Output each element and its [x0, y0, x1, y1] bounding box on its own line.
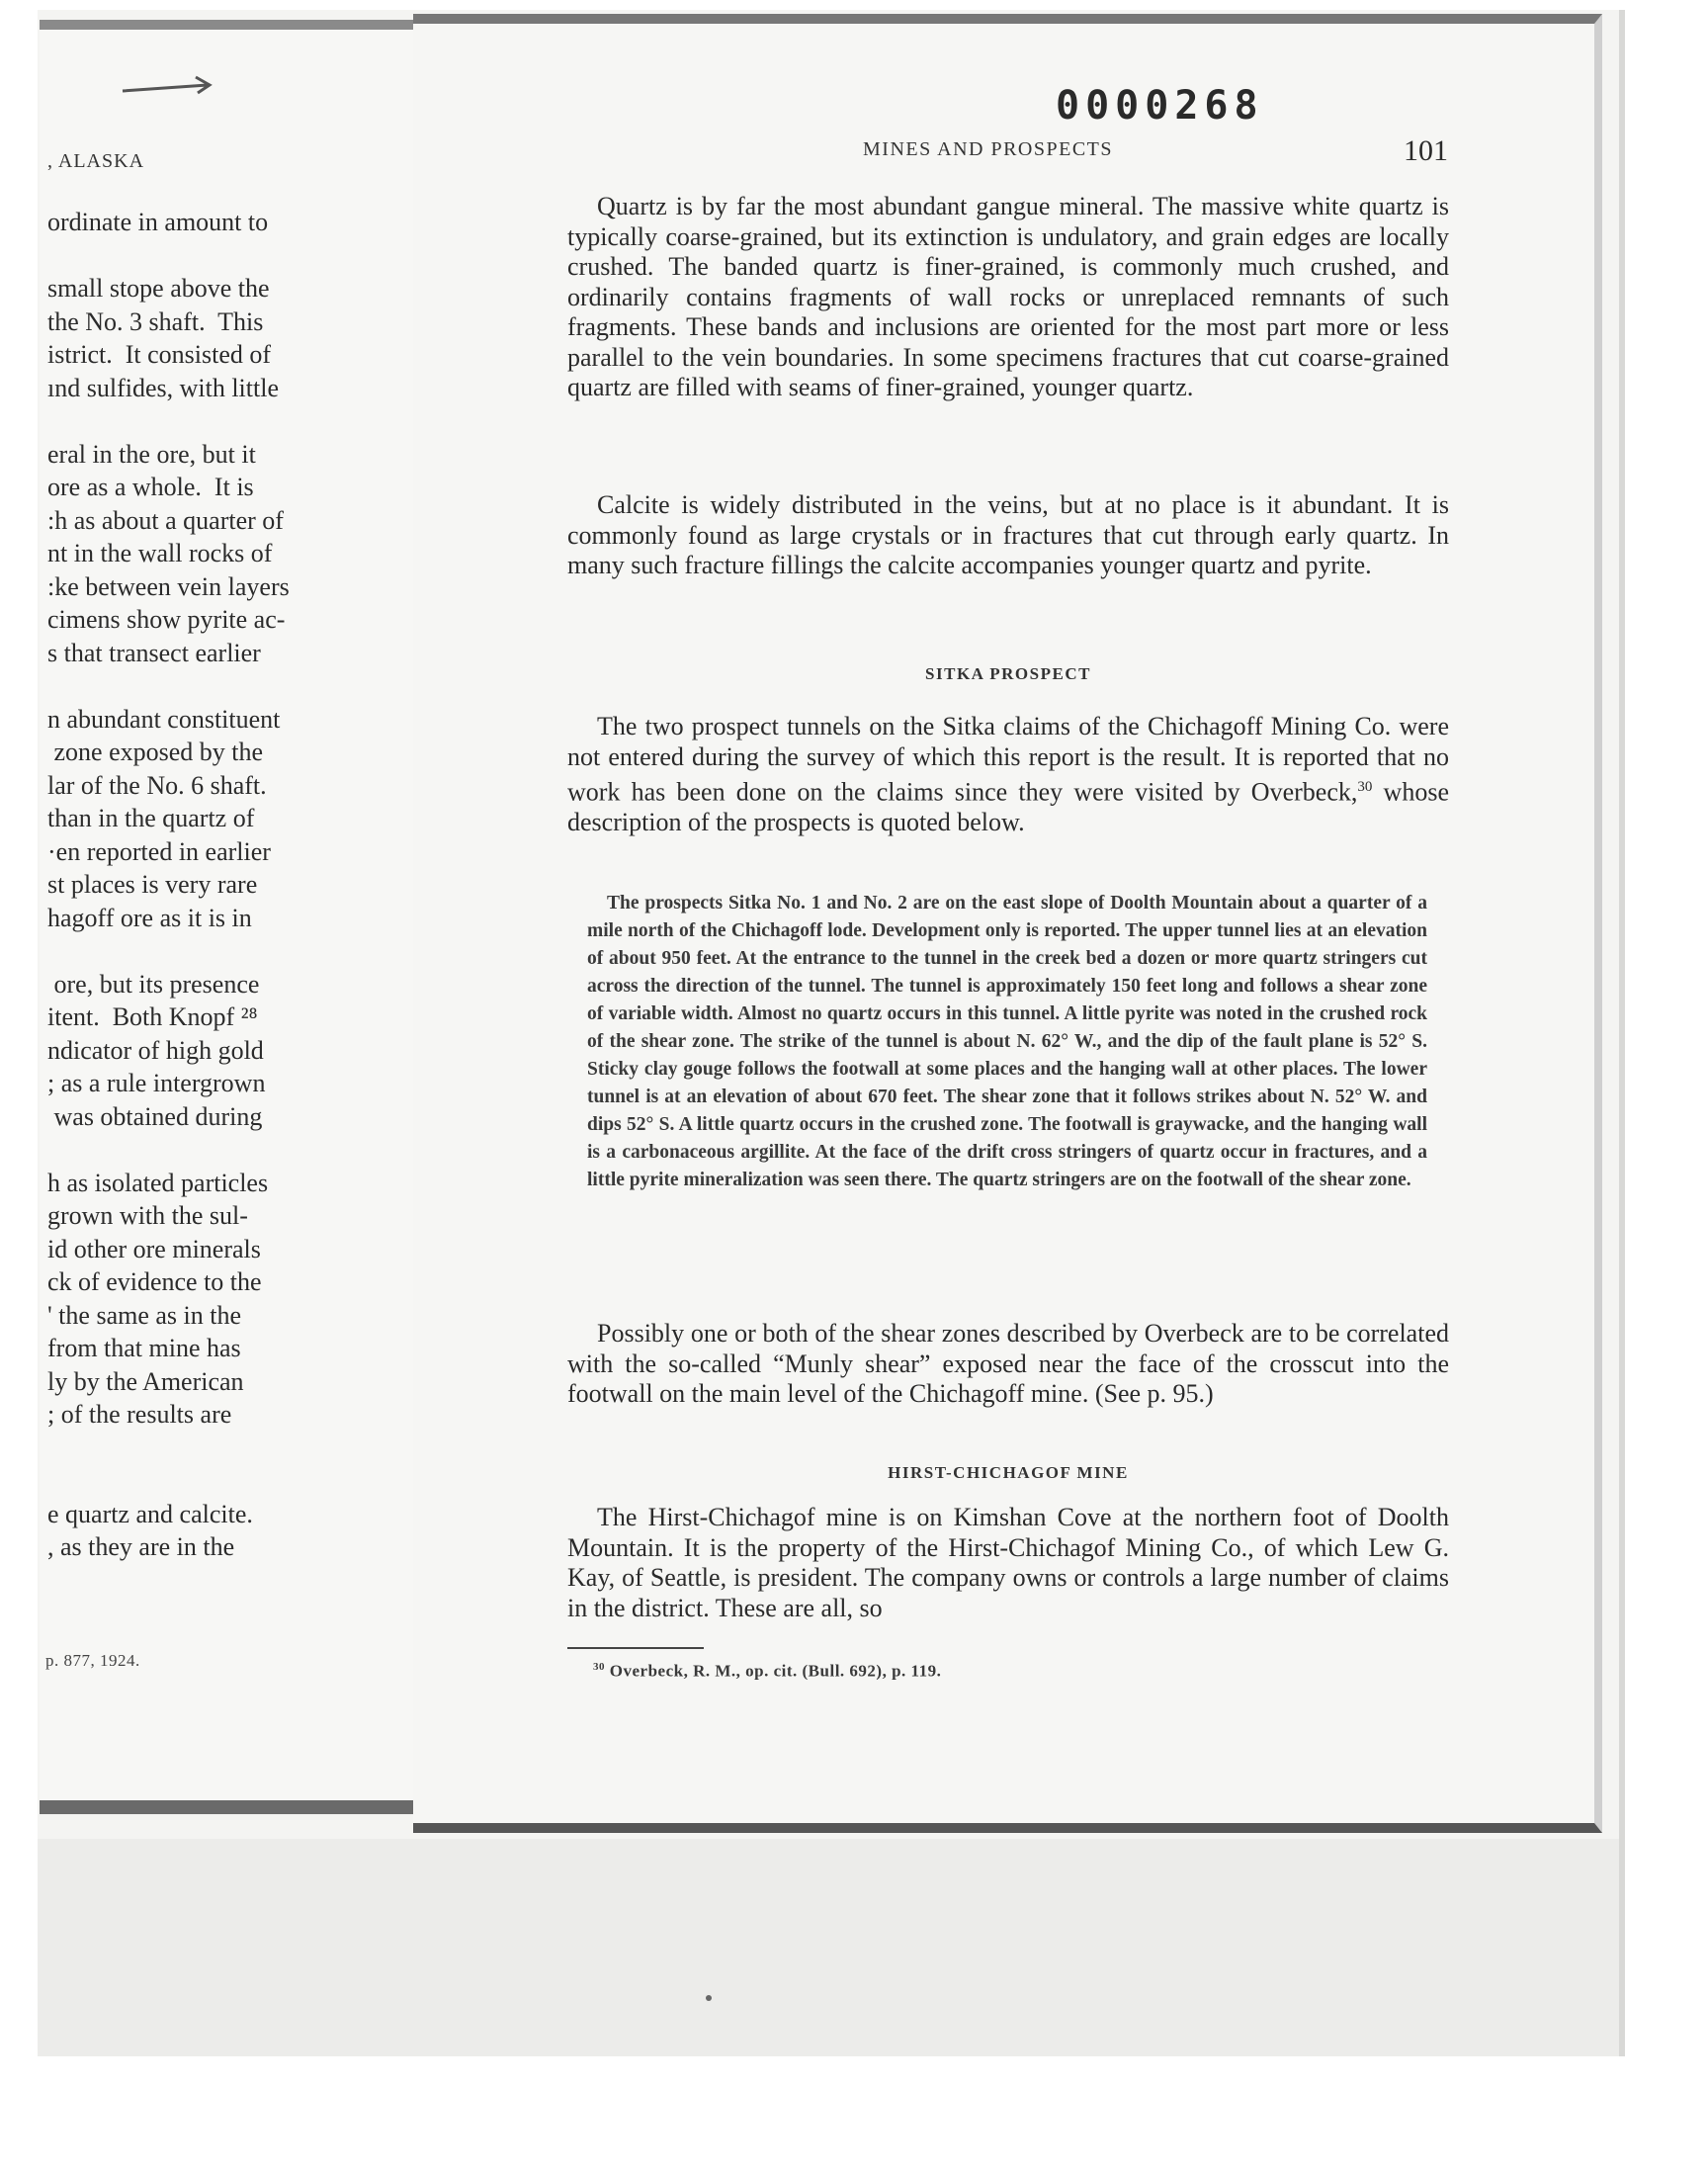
facing-page-line: n abundant constituent	[47, 704, 281, 734]
facing-page-line: zone exposed by the	[47, 738, 264, 766]
overbeck-quotation	[587, 890, 1427, 1194]
facing-page-line: ·en reported in earlier	[47, 836, 271, 866]
facing-page-line: small stope above the	[47, 274, 270, 303]
facing-page-line: was obtained during	[47, 1101, 263, 1131]
facing-page-line	[47, 404, 443, 438]
scan-speck	[706, 1995, 712, 2001]
facing-page-line: the No. 3 shaft. This	[47, 306, 264, 336]
facing-page-line: ore, but its presence	[47, 969, 260, 999]
facing-page-line: than in the quartz of	[47, 804, 255, 832]
paragraph-sitka-intro	[567, 712, 1449, 838]
paragraph-munly-shear	[567, 1319, 1449, 1410]
facing-page-line: :ke between vein layers	[47, 571, 290, 601]
facing-page-line	[47, 239, 443, 273]
facing-page-line: ore as a whole. It is	[47, 473, 254, 501]
facing-page-line: ; as a rule intergrown	[47, 1069, 266, 1097]
facing-page-footnote: p. 877, 1924.	[45, 1651, 140, 1670]
paragraph-quartz	[567, 192, 1449, 403]
facing-page-line: st places is very rare	[47, 870, 258, 899]
document-stamp-number: 0000268	[1056, 83, 1264, 129]
facing-page-line: lar of the No. 6 shaft.	[47, 770, 267, 800]
paragraph-munly-shear-text: Possibly one or both of the shear zones described by Overbeck are to be correlated with the so-called “Munly shear” exposed near the face of the crosscut into the footwall on the main level of the Chichagoff mine. (See p. 95.)	[567, 1319, 1449, 1408]
pencil-arrow-mark	[119, 69, 227, 99]
footnote-text: Overbeck, R. M., op. cit. (Bull. 692), p. 119.	[605, 1661, 942, 1681]
paragraph-hirst-chichagof-text: The Hirst-Chichagof mine is on Kimshan Cove at the northern foot of Doolth Mountain. It is the property of the Hirst-Chichagof Mining Co., of which Lew G. Kay, of Seattle, is president. The company owns or controls a large number of claims in the district. These are all, so	[567, 1503, 1449, 1622]
facing-page-line: ordinate in amount to	[47, 208, 269, 236]
running-head: MINES AND PROSPECTS	[863, 138, 1114, 160]
facing-page-running-head: , ALASKA	[47, 150, 145, 172]
paragraph-calcite	[567, 490, 1449, 581]
footnote-rule	[567, 1647, 704, 1649]
facing-page-line: nt in the wall rocks of	[47, 539, 273, 567]
facing-page-line: istrict. It consisted of	[47, 340, 272, 369]
facing-page-line: ' the same as in the	[47, 1300, 242, 1330]
facing-page-line: ck of evidence to the	[47, 1267, 262, 1296]
facing-page-line: e quartz and calcite.	[47, 1499, 253, 1528]
facing-page-line: ly by the American	[47, 1366, 244, 1396]
facing-page-line: ; of the results are	[47, 1400, 232, 1429]
facing-page-line	[47, 1464, 443, 1498]
facing-page	[40, 20, 457, 1814]
facing-page-line: id other ore minerals	[47, 1234, 261, 1263]
facing-page-line: grown with the sul-	[47, 1201, 248, 1230]
sitka-intro-part-a: The two prospect tunnels on the Sitka claims of the Chichagoff Mining Co. were not entered during the survey of which this report is the result. It is reported that no work has been done on the claims since they were visited by Overbeck,	[567, 712, 1449, 807]
footnote	[593, 1661, 941, 1682]
facing-page-line: , as they are in the	[47, 1532, 235, 1561]
overbeck-quotation-text: The prospects Sitka No. 1 and No. 2 are on the east slope of Doolth Mountain about a quarter of a mile north of the Chichagoff lode. Development only is reported. The upper tunnel lies at an elevation of about 950 feet. At the entrance to the tunnel in the creek bed a dozen or more quartz stringers cut across the direction of the tunnel. The tunnel is approximately 150 feet long and follows a shear zone of variable width. Almost no quartz occurs in this tunnel. A little pyrite was noted in the crushed rock of the shear zone. The strike of the tunnel is about N. 62° W., and the dip of the fault plane is 52° S. Sticky clay gouge follows the footwall at some places and the hanging wall at other places. The lower tunnel is at an elevation of about 670 feet. The shear zone that it follows strikes about N. 52° W. and dips 52° S. A little quartz occurs in the crushed zone. The footwall is graywacke, and the hanging wall is a carbonaceous argillite. At the face of the drift cross stringers of quartz occur in fractures, and a little pyrite mineralization was seen there. The quartz stringers are on the footwall of the shear zone.	[587, 893, 1427, 1190]
scan-margin	[38, 1839, 1619, 2056]
main-page	[413, 14, 1602, 1833]
facing-page-line: h as isolated particles	[47, 1168, 269, 1197]
facing-page-line	[47, 669, 443, 703]
heading-hirst-chichagof-mine: HIRST-CHICHAGOF MINE	[888, 1463, 1129, 1482]
paragraph-sitka-intro-text	[567, 712, 1449, 838]
page-number: 101	[1404, 134, 1448, 167]
facing-page-line: hagoff ore as it is in	[47, 903, 252, 932]
facing-page-line: from that mine has	[47, 1334, 241, 1362]
facing-page-line: ndicator of high gold	[47, 1035, 264, 1065]
facing-page-line: :h as about a quarter of	[47, 505, 284, 535]
facing-page-top-edge	[40, 20, 453, 30]
facing-page-line: s that transect earlier	[47, 638, 261, 667]
facing-page-line	[47, 1432, 443, 1465]
facing-page-line	[47, 1133, 443, 1167]
footnote-reference: 30	[1357, 779, 1373, 795]
paragraph-quartz-text: Quartz is by far the most abundant gangue mineral. The massive white quartz is typically coarse-grained, but its extinction is undulatory, and grain edges are locally crushed. The banded quartz is finer-grained, is commonly much crushed, and ordinarily contains fragments of wall rocks or unreplaced remnants of such fragments. These bands and inclusions are oriented for the most part more or less parallel to the vein boundaries. In some specimens fractures that cut coarse-grained quartz are filled with seams of finer-grained, younger quartz.	[567, 192, 1449, 401]
paragraph-calcite-text: Calcite is widely distributed in the veins, but at no place is it abundant. It is commonly found as large crystals or in fractures that cut through early quartz. In many such fracture fillings the calcite accompanies younger quartz and pyrite.	[567, 490, 1449, 579]
facing-page-line: cimens show pyrite ac-	[47, 605, 286, 634]
facing-page-line: itent. Both Knopf ²⁸	[47, 1002, 258, 1031]
heading-sitka-prospect: SITKA PROSPECT	[925, 664, 1091, 683]
facing-page-line	[47, 934, 443, 968]
footnote-marker: 30	[593, 1661, 605, 1673]
facing-page-line: eral in the ore, but it	[47, 439, 256, 469]
sitka-intro-part-b: whose description of the prospects is quoted below.	[567, 777, 1449, 837]
facing-page-bottom-edge	[40, 1800, 453, 1814]
facing-page-line: ınd sulfides, with little	[47, 373, 279, 402]
facing-page-text	[47, 206, 443, 1564]
paragraph-hirst-chichagof	[567, 1503, 1449, 1623]
